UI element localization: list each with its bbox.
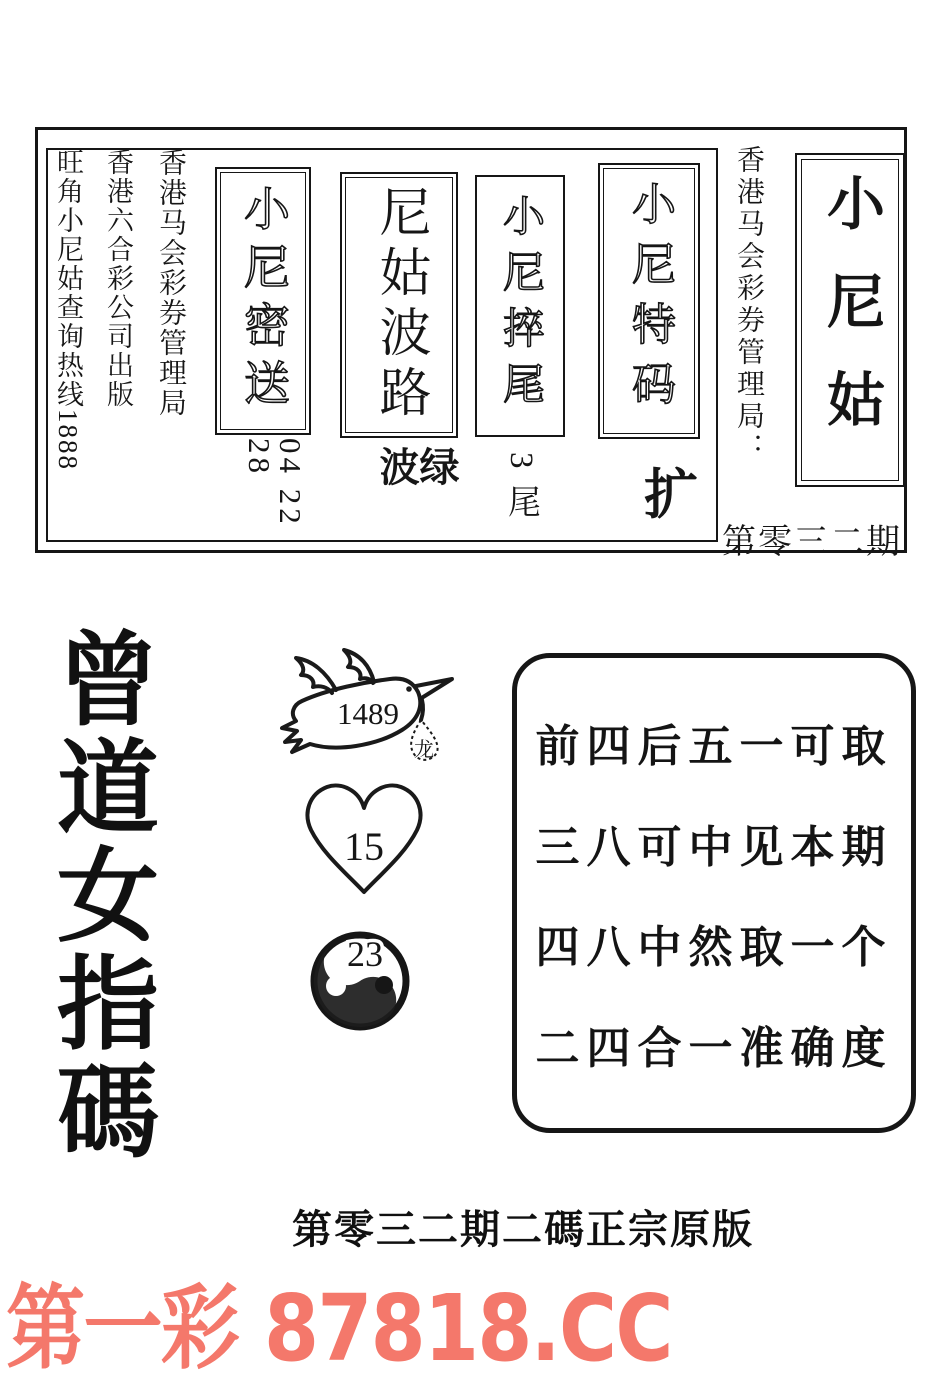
heart-icon [298,778,430,900]
tip-box-misong-value: 04 22 28 [242,438,308,528]
hotline-column: 旺角小尼姑查询热线1888 [53,148,83,471]
heart-number: 15 [344,824,384,869]
verse-box [512,653,916,1133]
verse-line-1: 前四后五一可取 [535,722,893,772]
tip-box-bolu-value: 绿波 [374,446,459,504]
tip-box-bolu-title: 尼姑波路 [371,185,428,425]
authority-right-column: 香港马会彩券管理局： [733,145,764,465]
taiji-white-dot [326,976,346,996]
verse-line-3: 四八中然取一个 [535,923,893,973]
tip-box-zuowei [475,175,565,437]
page-title: 曾道女指碼 [40,626,159,1166]
publisher-column: 香港六合彩公司出版 [103,148,133,409]
authority-left-column: 香港马会彩券管理局 [155,148,186,418]
tip-box-misong-title: 小尼密送 [238,185,289,417]
footer-brand: 第一彩 [6,1275,239,1382]
tip-box-tema-value: 扩 [644,465,698,525]
tip-box-tema-title: 小尼特码 [625,181,674,421]
issue-label: 第零三二期 [722,524,902,561]
footer-url: 87818.CC [264,1275,672,1382]
footer-banner [6,1275,672,1382]
verse-line-4: 二四合一准确度 [535,1023,893,1073]
brand-title: 小尼姑 [818,173,883,467]
header-frame [35,127,907,561]
taiji-number: 23 [347,934,383,974]
dove-icon [270,646,460,782]
dove-tag-text: 龙 [414,739,434,761]
brand-box [795,153,905,487]
taiji-black-dot [375,976,393,994]
tip-box-bolu [340,172,458,438]
dove-eye [406,686,412,692]
taiji-icon [305,926,415,1036]
tip-box-tema [598,163,700,439]
dove-number: 1489 [337,696,399,731]
origin-line: 第零三二期二碼正宗原版 [292,1207,754,1252]
tip-box-zuowei-title: 小尼捽尾 [497,194,543,418]
tip-box-misong [215,167,311,435]
tip-box-zuowei-value: 3尾 [503,452,539,534]
verse-line-2: 三八可中见本期 [535,822,893,872]
